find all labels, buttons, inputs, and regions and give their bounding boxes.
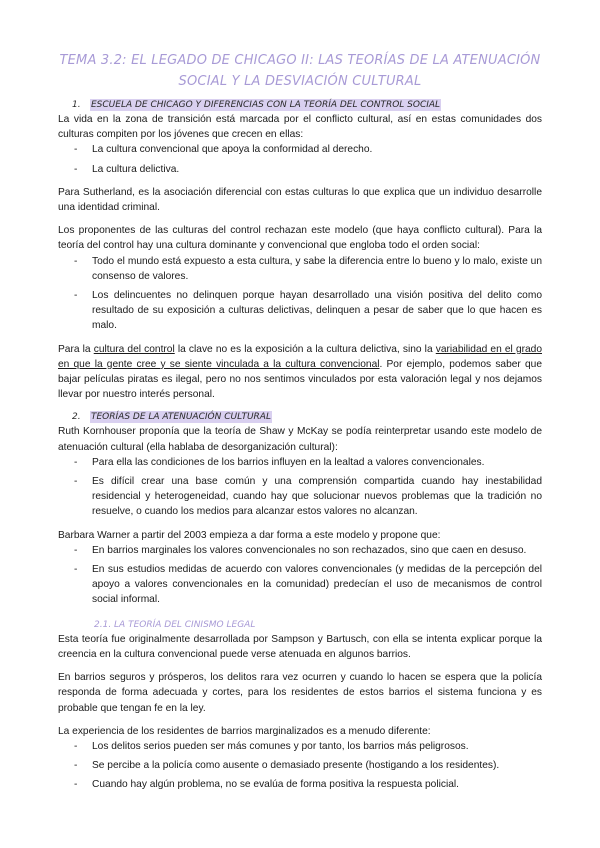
bullet-dash: - <box>74 290 78 302</box>
section-1-number: 1. <box>72 100 81 110</box>
warner-list <box>58 543 542 608</box>
list-item: - Los delitos serios pueden ser más comunes y por tanto, los barrios más peligrosos. <box>58 739 542 754</box>
paragraph-warner: Barbara Warner a partir del 2003 empieza a dar forma a este modelo y propone que: <box>58 529 441 541</box>
list-item: - Los delincuentes no delinquen porque hayan desarrollado una visión positiva del delito como resultado de su exposición a culturas delictivas, delinquen a pesar de saber que lo que hacen es malo. <box>74 290 542 332</box>
paragraph-control-culture: Para la cultura del control la clave no es la exposición a la cultura delictiva, sino la variabilidad en el grado en que la gente cree y se siente vinculada a la cultura convencional. Por ejemplo, podemos saber que bajar películas piratas es ilegal, pero no nos sentimos vinculados por esta valoración legal y nos dejamos llevar por nuestro interés personal. <box>58 343 542 401</box>
paragraph-safe-neighborhoods: En barrios seguros y prósperos, los delitos rara vez ocurren y cuando lo hacen se espera que la policía responda de forma adecuada y cortes, para los residentes de estos barrios el sistema funciona y es probable que tengan fe en la ley. <box>58 672 542 714</box>
marginalized-list <box>58 739 542 793</box>
underlined-term: cultura del control <box>93 343 175 355</box>
list-item: - Para ella las condiciones de los barrios influyen en la lealtad a valores convencionales. <box>58 455 542 470</box>
underlined-phrase: variabilidad en el grado en que la gente cree y se siente vinculada a la cultura convencional <box>58 343 542 370</box>
bullet-dash: - <box>74 740 78 752</box>
section-2-1-heading: 2.1. LA TEORÍA DEL CINISMO LEGAL <box>94 619 256 630</box>
list-item: - La cultura convencional que apoya la conformidad al derecho. <box>58 142 542 157</box>
page-title: TEMA 3.2: EL LEGADO DE CHICAGO II: LAS TEORÍAS DE LA ATENUACIÓN SOCIAL Y LA DESVIACIÓN CULTURAL <box>59 53 541 89</box>
section-2-number: 2. <box>72 412 81 423</box>
bullet-dash: - <box>74 564 78 576</box>
list-item: - La cultura delictiva. <box>58 162 542 177</box>
section-1-heading <box>72 98 542 112</box>
bullet-dash: - <box>74 163 78 175</box>
list-item: - Es difícil crear una base común y una comprensión compartida cuando hay inestabilidad residencial y heterogeneidad, cuando hay que solucionar nuevos problemas que la tradición no resuelve, o cuando los medios para alcanzar estos valores no alcanzan. <box>74 476 542 518</box>
list-item: - Todo el mundo está expuesto a esta cultura, y sabe la diferencia entre lo bueno y lo malo, existe un consenso de valores. <box>74 255 542 282</box>
paragraph-control-theory: Los proponentes de las culturas del control rechazan este modelo (que haya conflicto cultural). Para la teoría del control hay una cultura dominante y convencional que engloba todo el orden social: <box>58 225 542 252</box>
list-item: - En sus estudios medidas de acuerdo con valores convencionales (y medidas de la percepción del apoyo a valores convencionales en la comunidad) predecían el uso de mecanismos de control social informal. <box>74 564 542 606</box>
section-1-title: ESCUELA DE CHICAGO Y DIFERENCIAS CON LA TEORÍA DEL CONTROL SOCIAL <box>91 100 441 110</box>
kornhouser-list <box>58 455 542 520</box>
control-theory-list <box>58 254 542 334</box>
section-1-intro: La vida en la zona de transición está marcada por el conflicto cultural, así en estas comunidades dos culturas compiten por los jóvenes que crecen en ellas: <box>58 114 542 141</box>
bullet-dash: - <box>74 255 78 267</box>
paragraph-kornhouser: Ruth Kornhouser proponía que la teoría de Shaw y McKay se podía reinterpretar usando este modelo de atenuación cultural (ella hablaba de desorganización cultural): <box>58 426 542 453</box>
bullet-dash: - <box>74 760 78 772</box>
paragraph-sutherland: Para Sutherland, es la asociación diferencial con estas culturas lo que explica que un individuo desarrolle una identidad criminal. <box>58 186 542 214</box>
bullet-dash: - <box>74 779 78 791</box>
paragraph-marginalized: La experiencia de los residentes de barrios marginalizados es a menudo diferente: <box>58 725 431 737</box>
paragraph-sampson: Esta teoría fue originalmente desarrollada por Sampson y Bartusch, con ella se intenta explicar porque la creencia en la cultura convencional puede verse atenuada en algunos barrios. <box>58 633 542 660</box>
bullet-dash: - <box>74 456 78 468</box>
section-2-heading <box>72 410 542 424</box>
list-item: - Cuando hay algún problema, no se evalúa de forma positiva la respuesta policial. <box>58 777 542 792</box>
bullet-dash: - <box>74 476 78 488</box>
bullet-dash: - <box>74 144 78 156</box>
bullet-dash: - <box>74 544 78 556</box>
culture-list <box>58 142 542 176</box>
list-item: - Se percibe a la policía como ausente o demasiado presente (hostigando a los residentes). <box>58 758 542 773</box>
section-2-title: TEORÍAS DE LA ATENUACIÓN CULTURAL <box>91 412 271 423</box>
list-item: - En barrios marginales los valores convencionales no son rechazados, sino que caen en desuso. <box>58 543 542 558</box>
